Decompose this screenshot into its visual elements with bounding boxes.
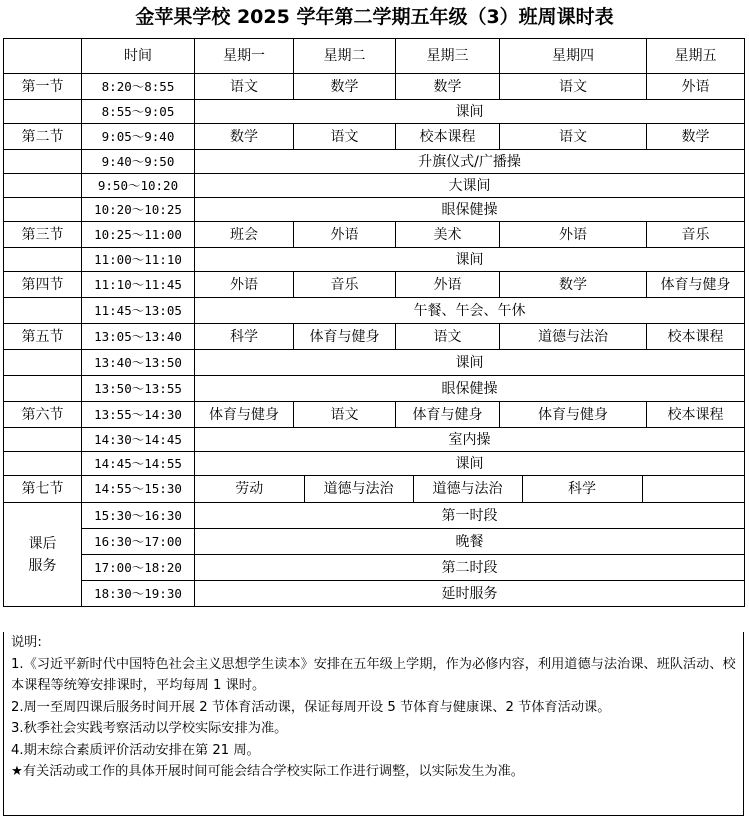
activity-cell: 课间 — [195, 248, 745, 272]
table-row — [4, 124, 745, 150]
subject-cell: 体育与健身 — [195, 402, 294, 428]
time-cell: 16:30～17:00 — [82, 529, 195, 555]
period-label — [4, 298, 82, 324]
subject-cell: 语文 — [500, 124, 647, 150]
period-label — [4, 248, 82, 272]
time-cell: 14:55～15:30 — [82, 476, 195, 503]
subject-cell: 外语 — [294, 222, 396, 248]
table-row — [4, 350, 745, 376]
table-row — [4, 198, 745, 222]
period-label: 第二节 — [4, 124, 82, 150]
period-label: 第七节 — [4, 476, 82, 503]
table-row — [4, 452, 745, 476]
activity-cell: 课间 — [195, 350, 745, 376]
activity-cell: 第一时段 — [195, 503, 745, 529]
period-label — [4, 350, 82, 376]
subject-cell: 音乐 — [294, 272, 396, 298]
time-cell: 17:00～18:20 — [82, 555, 195, 581]
subject-cell: 体育与健身 — [294, 324, 396, 350]
header-wednesday: 星期三 — [396, 39, 500, 74]
time-cell: 13:05～13:40 — [82, 324, 195, 350]
subject-cell: 语文 — [396, 324, 500, 350]
activity-cell: 升旗仪式/广播操 — [195, 150, 745, 174]
subject-cell: 外语 — [647, 74, 745, 100]
time-cell: 8:20～8:55 — [82, 74, 195, 100]
table-row — [4, 222, 745, 248]
subject-cell: 语文 — [500, 74, 647, 100]
subject-cell: 体育与健身 — [647, 272, 745, 298]
activity-cell: 延时服务 — [195, 581, 745, 607]
subject-cell: 校本课程 — [396, 124, 500, 150]
header-friday: 星期五 — [647, 39, 745, 74]
subject-cell: 校本课程 — [647, 324, 745, 350]
notes-section — [3, 632, 744, 816]
subject-cell: 体育与健身 — [396, 402, 500, 428]
subject-cell: 美术 — [396, 222, 500, 248]
activity-cell: 室内操 — [195, 428, 745, 452]
table-row — [4, 298, 745, 324]
subject-cell: 外语 — [500, 222, 647, 248]
period-label — [4, 100, 82, 124]
subject-cell: 音乐 — [647, 222, 745, 248]
header-monday: 星期一 — [195, 39, 294, 74]
after-school-label-line1: 课后 — [28, 535, 57, 552]
table-row — [4, 581, 745, 607]
table-row — [4, 476, 745, 503]
subject-cell: 外语 — [195, 272, 294, 298]
subject-cell: 道德与法治 — [304, 476, 413, 502]
header-row — [4, 39, 745, 74]
subject-cell: 数学 — [396, 74, 500, 100]
subject-cell: 语文 — [294, 124, 396, 150]
time-cell: 11:45～13:05 — [82, 298, 195, 324]
table-row — [4, 74, 745, 100]
subject-cell: 体育与健身 — [500, 402, 647, 428]
time-cell: 13:40～13:50 — [82, 350, 195, 376]
note-item-star: ★有关活动或工作的具体开展时间可能会结合学校实际工作进行调整，以实际发生为准。 — [11, 764, 524, 779]
header-thursday: 星期四 — [500, 39, 647, 74]
subject-cell: 数学 — [195, 124, 294, 150]
subject-cell: 外语 — [396, 272, 500, 298]
time-cell: 13:50～13:55 — [82, 376, 195, 402]
time-cell: 13:55～14:30 — [82, 402, 195, 428]
subject-cell: 道德与法治 — [413, 476, 522, 502]
period-label: 第四节 — [4, 272, 82, 298]
table-row — [4, 324, 745, 350]
activity-cell: 午餐、午会、午休 — [195, 298, 745, 324]
time-cell: 15:30～16:30 — [82, 503, 195, 529]
time-cell: 10:25～11:00 — [82, 222, 195, 248]
timetable — [3, 38, 745, 607]
subject-group — [195, 476, 745, 503]
time-cell: 8:55～9:05 — [82, 100, 195, 124]
period-label — [4, 198, 82, 222]
note-item: 4.期末综合素质评价活动安排在第 21 周。 — [11, 742, 260, 758]
activity-cell: 晚餐 — [195, 529, 745, 555]
table-row — [4, 248, 745, 272]
subject-cell: 校本课程 — [647, 402, 745, 428]
activity-cell: 课间 — [195, 452, 745, 476]
subject-cell — [642, 476, 745, 502]
subject-cell: 数学 — [294, 74, 396, 100]
table-row — [4, 529, 745, 555]
activity-cell: 第二时段 — [195, 555, 745, 581]
note-item: 3.秋季社会实践考察活动以学校实际安排为准。 — [11, 721, 288, 736]
subject-cell: 科学 — [195, 324, 294, 350]
subject-cell: 班会 — [195, 222, 294, 248]
table-row — [4, 100, 745, 124]
subject-cell: 语文 — [294, 402, 396, 428]
time-cell: 9:50～10:20 — [82, 174, 195, 198]
activity-cell: 大课间 — [195, 174, 745, 198]
header-blank — [4, 39, 82, 74]
table-row — [4, 503, 745, 529]
table-row — [4, 376, 745, 402]
header-tuesday: 星期二 — [294, 39, 396, 74]
subject-cell: 劳动 — [195, 476, 304, 502]
table-row — [4, 428, 745, 452]
table-row — [4, 402, 745, 428]
table-row — [4, 555, 745, 581]
time-cell: 10:20～10:25 — [82, 198, 195, 222]
period-label — [4, 452, 82, 476]
time-cell: 14:45～14:55 — [82, 452, 195, 476]
page-title: 金苹果学校 2025 学年第二学期五年级（3）班周课时表 — [135, 6, 614, 28]
period-label: 第三节 — [4, 222, 82, 248]
period-label — [4, 428, 82, 452]
table-row — [4, 174, 745, 198]
activity-cell: 课间 — [195, 100, 745, 124]
note-item: 1.《习近平新时代中国特色社会主义思想学生读本》安排在五年级上学期，作为必修内容，利用道德与法治课、班队活动、校本课程等统筹安排课时，平均每周 1 课时。 — [11, 656, 736, 693]
subject-cell: 语文 — [195, 74, 294, 100]
subject-cell: 数学 — [500, 272, 647, 298]
period-label — [4, 376, 82, 402]
subject-cell: 数学 — [647, 124, 745, 150]
time-cell: 9:40～9:50 — [82, 150, 195, 174]
time-cell: 9:05～9:40 — [82, 124, 195, 150]
period-label — [4, 174, 82, 198]
period-label: 第五节 — [4, 324, 82, 350]
time-cell: 11:10～11:45 — [82, 272, 195, 298]
table-row — [4, 272, 745, 298]
after-school-label — [4, 503, 82, 607]
subject-cell: 道德与法治 — [500, 324, 647, 350]
time-cell: 11:00～11:10 — [82, 248, 195, 272]
period-label: 第一节 — [4, 74, 82, 100]
header-time: 时间 — [82, 39, 195, 74]
time-cell: 14:30～14:45 — [82, 428, 195, 452]
table-row — [4, 150, 745, 174]
activity-cell: 眼保健操 — [195, 376, 745, 402]
activity-cell: 眼保健操 — [195, 198, 745, 222]
period-label — [4, 150, 82, 174]
time-cell: 18:30～19:30 — [82, 581, 195, 607]
subject-cell: 科学 — [522, 476, 642, 502]
after-school-label-line2: 服务 — [28, 557, 57, 574]
period-label: 第六节 — [4, 402, 82, 428]
notes-heading: 说明: — [11, 635, 42, 650]
note-item: 2.周一至周四课后服务时间开展 2 节体育活动课，保证每周开设 5 节体育与健康课、2 节体育活动课。 — [11, 699, 611, 715]
